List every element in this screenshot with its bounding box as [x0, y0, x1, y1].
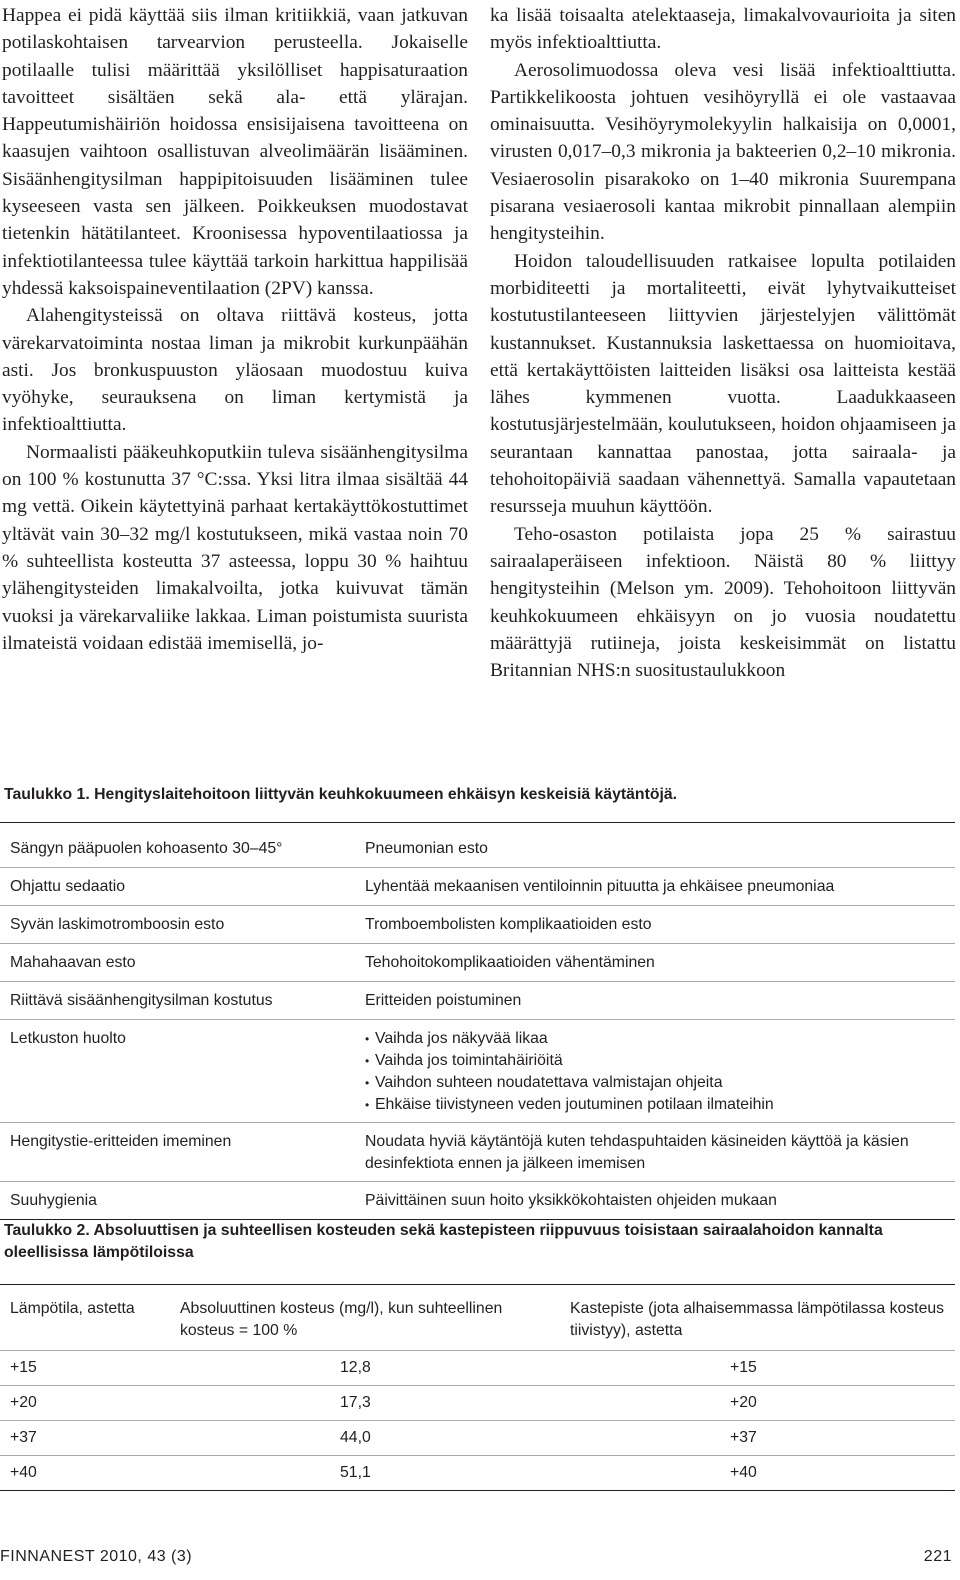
table1: [0, 830, 955, 1220]
table-cell: +20: [0, 1386, 170, 1421]
table-cell: Noudata hyviä käytäntöjä kuten tehdaspuhtaiden käsineiden käyttöä ja käsien desinfektiota ennen ja jälkeen imemisen: [355, 1123, 955, 1182]
table-cell: +15: [560, 1351, 955, 1386]
paragraph: Normaalisti pääkeuhkoputkiin tuleva sisäänhengitysilma on 100 % kostunutta 37 °C:ssa. Yksi litra ilmaa sisältää 44 mg vettä. Oikein käytettyinä parhaat kertakäyttökostuttimet yltävät vain 30–32 mg/l kostutukseen, mikä vastaa noin 70 % suhteellista kosteutta 37 asteessa, loppu 30 % haihtuu ylähengitysteiden limakalvoilta, jotka kuivuvat tämän vuoksi ja värekarvaliike lakkaa. Liman poistumista suurista ilmateistä voidaan edistää imemisellä, jo-: [2, 441, 468, 654]
table-cell: +15: [0, 1351, 170, 1386]
paragraph: Alahengitysteissä on oltava riittävä kosteus, jotta värekarvatoiminta nostaa liman ja mikrobit kurkunpäähän asti. Jos bronkuspuuston yläosaan muodostuu kuiva vyöhyke, seurauksena on liman kertymistä ja infektioalttiutta.: [2, 305, 468, 436]
right-text-column: [490, 2, 956, 684]
table-cell: 44,0: [170, 1421, 560, 1456]
table-cell: Päivittäinen suun hoito yksikkökohtaisten ohjeiden mukaan: [355, 1182, 955, 1220]
table-cell: [355, 1020, 955, 1123]
table-row: [0, 1351, 955, 1386]
table-cell: +37: [560, 1421, 955, 1456]
table-row: [0, 1386, 955, 1421]
table2: [0, 1292, 955, 1491]
table1-top-rule: [0, 822, 955, 823]
table-cell: Suuhygienia: [0, 1182, 355, 1220]
table-cell: +37: [0, 1421, 170, 1456]
table-header-row: [0, 1292, 955, 1351]
left-text-column: [2, 2, 468, 657]
table2-caption: Taulukko 2. Absoluuttisen ja suhteellisen kosteuden sekä kastepisteen riippuvuus toisistaan sairaalahoidon kannalta oleellisissa lämpötiloissa: [4, 1222, 883, 1261]
list-item: • Ehkäise tiivistyneen veden joutuminen potilaan ilmateihin: [365, 1094, 945, 1116]
table-cell: +40: [0, 1456, 170, 1491]
table-cell: Letkuston huolto: [0, 1020, 355, 1123]
table-row: [0, 1182, 955, 1220]
table-cell: Riittävä sisäänhengitysilman kostutus: [0, 982, 355, 1020]
paragraph: Teho-osaston potilaista jopa 25 % sairastuu sairaalaperäiseen infektioon. Näistä 80 % liittyy hengitysteihin (Melson ym. 2009). Tehohoitoon liittyvän keuhkokuumeen ehkäisyyn on jo vuosia noudatettu määrättyjä rutiineja, joista keskeisimmät on listattu Britannian NHS:n suositustaulukkoon: [490, 523, 956, 682]
table-cell: Syvän laskimotromboosin esto: [0, 906, 355, 944]
table-cell: Pneumonian esto: [355, 830, 955, 868]
column-header: Absoluuttinen kosteus (mg/l), kun suhteellinen kosteus = 100 %: [170, 1292, 560, 1351]
table-row: [0, 1456, 955, 1491]
table-cell: +40: [560, 1456, 955, 1491]
page-number: 221: [923, 1548, 952, 1565]
table-cell: 12,8: [170, 1351, 560, 1386]
list-item: • Vaihdon suhteen noudatettava valmistajan ohjeita: [365, 1072, 945, 1094]
paragraph: Happea ei pidä käyttää siis ilman kritiikkiä, vaan jatkuvan potilaskohtaisen tarvearvion perusteella. Jokaiselle potilaalle tulisi määrittää yksilölliset happisaturaation tavoitteet sisältäen sekä ala- että ylärajan. Happeutumishäiriön hoidossa ensisijaisena tavoitteena on kaasujen vaihtoon osallistuvan alveolimäärän lisääminen. Sisäänhengitysilman happipitoisuuden lisääminen tulee kyseeseen vasta sen jälkeen. Poikkeuksen muodostavat tietenkin hätätilanteet. Kroonisessa hypoventilaatiossa ja infektiotilanteessa tulee käyttää tarkoin harkittua happilisää yhdessä kaksoispaineventilaation (2PV) kanssa.: [2, 5, 468, 299]
table-row: [0, 868, 955, 906]
table-row: [0, 830, 955, 868]
table-cell: Tromboembolisten komplikaatioiden esto: [355, 906, 955, 944]
table-cell: 17,3: [170, 1386, 560, 1421]
table-cell: Mahahaavan esto: [0, 944, 355, 982]
bullet-list: [365, 1028, 945, 1116]
table-cell: Eritteiden poistuminen: [355, 982, 955, 1020]
column-header: Lämpötila, astetta: [0, 1292, 170, 1351]
journal-footer: FINNANEST 2010, 43 (3): [0, 1548, 193, 1565]
list-item: • Vaihda jos näkyvää likaa: [365, 1028, 945, 1050]
table-cell: +20: [560, 1386, 955, 1421]
table1-caption: Taulukko 1. Hengityslaitehoitoon liittyvän keuhkokuumeen ehkäisyn keskeisiä käytäntöjä.: [4, 786, 678, 803]
table-row: [0, 1421, 955, 1456]
paragraph: ka lisää toisaalta atelektaaseja, limakalvovaurioita ja siten myös infektioalttiutta.: [490, 5, 956, 54]
table-cell: 51,1: [170, 1456, 560, 1491]
table-row: [0, 982, 955, 1020]
table-row: [0, 1020, 955, 1123]
column-header: Kastepiste (jota alhaisemmassa lämpötilassa kosteus tiivistyy), astetta: [560, 1292, 955, 1351]
table2-top-rule: [0, 1284, 955, 1285]
table-cell: Tehohoitokomplikaatioiden vähentäminen: [355, 944, 955, 982]
table-row: [0, 944, 955, 982]
table-cell: Lyhentää mekaanisen ventiloinnin pituutta ja ehkäisee pneumoniaa: [355, 868, 955, 906]
table-cell: Hengitystie-eritteiden imeminen: [0, 1123, 355, 1182]
table-row: [0, 906, 955, 944]
paragraph: Aerosolimuodossa oleva vesi lisää infektioalttiutta. Partikkelikoosta johtuen vesihöyryllä ei ole vastaavaa ominaisuutta. Vesihöyrymolekyylin halkaisija on 0,0001, virusten 0,017–0,3 mikronia ja bakteerien 0,2–10 mikronia. Vesiaerosolin pisarakoko on 1–40 mikronia Suurempana pisarana vesiaerosoli kantaa mikrobit pinnallaan alempiin hengitysteihin.: [490, 59, 956, 245]
table-row: [0, 1123, 955, 1182]
list-item: • Vaihda jos toimintahäiriöitä: [365, 1050, 945, 1072]
table-cell: Sängyn pääpuolen kohoasento 30–45°: [0, 830, 355, 868]
table-cell: Ohjattu sedaatio: [0, 868, 355, 906]
paragraph: Hoidon taloudellisuuden ratkaisee lopulta potilaiden morbiditeetti ja mortaliteetti, eivät lyhytvaikutteiset kostutustilanteeseen liittyvien järjestelyjen välittömät kustannukset. Kustannuksia laskettaessa on huomioitava, että kertakäyttöisten laitteiden lisäksi osa laitteista kestää lähes kymmenen vuotta. Laadukkaaseen kostutusjärjestelmään, koulutukseen, hoidon ohjaamiseen ja seurantaan kannattaa panostaa, jotta sairaala- ja tehohoitopäiviä saadaan vähennettyä. Samalla vapautetaan resursseja muuhun käyttöön.: [490, 250, 956, 518]
